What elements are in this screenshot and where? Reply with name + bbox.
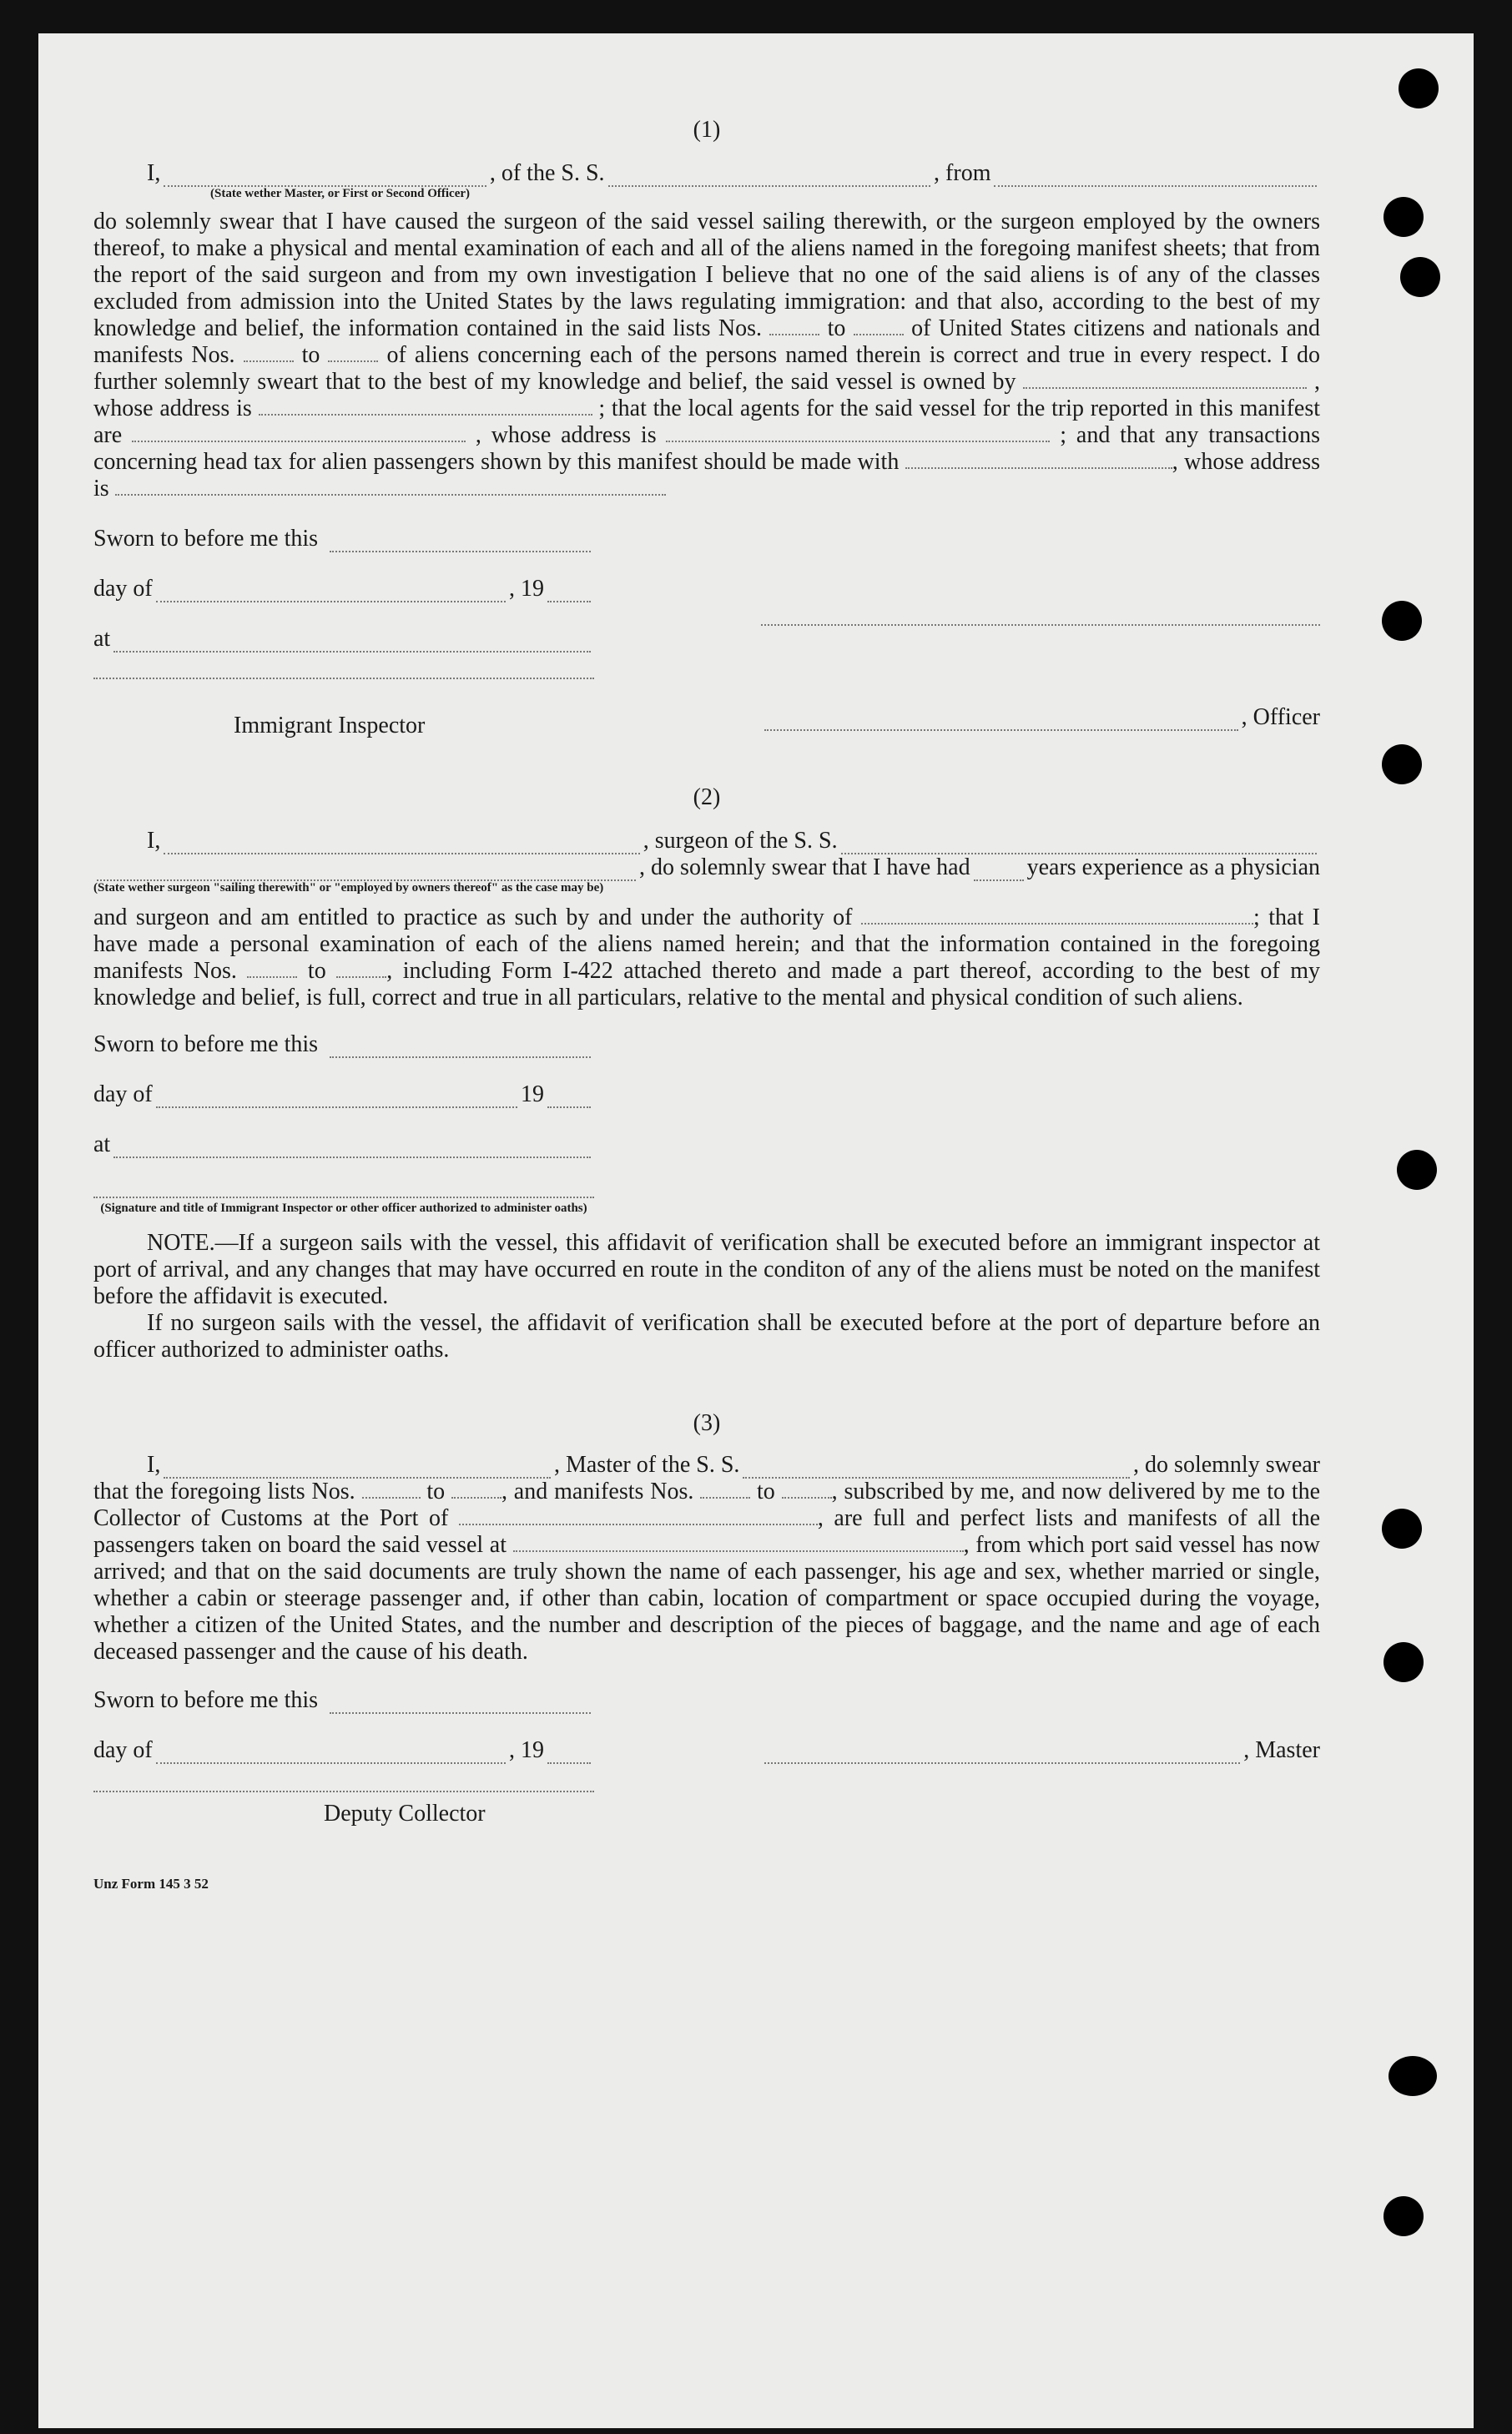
year-label: , 19: [509, 1737, 544, 1763]
immigrant-inspector-label: Immigrant Inspector: [234, 713, 426, 738]
address-label: , whose address is: [475, 422, 657, 448]
lists-text: that the foregoing lists Nos.: [93, 1479, 355, 1504]
authority-text: and surgeon and am entitled to practice as such by and under the authority of: [93, 905, 853, 930]
sworn-day-field[interactable]: [330, 1036, 591, 1058]
label-from: , from: [934, 160, 991, 186]
sworn-day-field[interactable]: [330, 1692, 591, 1714]
at-label: at: [93, 1131, 111, 1157]
label-of-ss: , of the S. S.: [489, 160, 605, 186]
section-2-number: (2): [693, 784, 721, 810]
master-vessel-field[interactable]: [743, 1457, 1130, 1479]
master-label: , Master: [1243, 1737, 1320, 1763]
section-1-body: do solemnly swear that I have caused the surgeon of the said vessel sailing therewith, or the surgeon employed by the owners thereof, to make a physical and mental examination of each and all of the aliens named in the foregoing manifest sheets; that from the report of the said surgeon and from my own investigation I believe that no one of the said aliens is of any of the classes excluded from admission into the United States by the laws regulating immigration: and that also, according to the best of my knowledge and belief, the information contained in the said lists Nos. to of United States citizens and nationals and manifests Nos. to of aliens concerning each of the persons named therein is correct and true in every respect. I do further solemnly sweart that to the best of my knowledge and belief, the said vessel is owned by , whose address is ; that the local agents for the said vessel for the trip reported in this manifest are , whose address is ; and that any transactions concerning head tax for alien passengers shown by this manifest should be made with , whose address is: [93, 209, 1321, 501]
address-label: , whose address is: [93, 369, 1321, 421]
note-no-surgeon: If no surgeon sails with the vessel, the affidavit of verification shall be executed before at the port of departure before an officer authorized to administer oaths.: [93, 1310, 1320, 1363]
manifests-from-field[interactable]: [700, 1479, 750, 1499]
inspector-signature-line[interactable]: [93, 678, 594, 679]
manifest-to-field[interactable]: [336, 958, 386, 978]
years-field[interactable]: [974, 859, 1024, 881]
label-i: I,: [147, 828, 161, 854]
label-to: to: [426, 1479, 446, 1504]
label-to: to: [757, 1479, 775, 1504]
binder-hole: [1397, 1150, 1437, 1190]
aliens-text: of aliens concerning each of the persons named therein is correct and true in every respect. I do further solemnly sweart that to the best of my knowledge and belief, the said vessel is owned by: [93, 342, 1321, 395]
binder-hole: [1389, 2056, 1437, 2096]
year-field[interactable]: [547, 1086, 591, 1108]
full-text: , are full and perfect lists and: [817, 1505, 1117, 1531]
passenger-details-text: which port said vessel has now arrived; and that on the said documents are truly shown the name of each passenger, his age and sex, whether married or single, whether a cabin or steerage passenger and, if other than cabin, location of compartment or space occupied during the voyage, whether a citizen of the United States, and the number and description of the pieces of baggage, and the name and age of each deceased passenger and the cause of his death.: [93, 1532, 1321, 1665]
form-content: [93, 117, 1320, 1897]
section-3-number: (3): [693, 1410, 721, 1436]
agents-address-field[interactable]: [666, 422, 1050, 442]
label-to: to: [307, 958, 326, 984]
place-field[interactable]: [113, 1136, 591, 1158]
signature-line[interactable]: [93, 1197, 594, 1198]
label-i: I,: [147, 1452, 161, 1478]
surgeon-vessel-field[interactable]: [841, 833, 1317, 854]
deputy-collector-label: Deputy Collector: [324, 1801, 486, 1827]
surgeon-note: (State wether surgeon "sailing therewith" or "employed by owners thereof" as the case may be): [93, 881, 604, 894]
swear-label: , do solemnly swear: [1133, 1452, 1321, 1478]
month-field[interactable]: [156, 581, 506, 602]
label-i: I,: [147, 160, 161, 186]
address-label: whose address is: [93, 449, 1321, 501]
year-label: 19: [521, 1081, 544, 1107]
vessel-name-field[interactable]: [608, 165, 931, 187]
manifests-to-field[interactable]: [782, 1479, 832, 1499]
master-name-field[interactable]: [164, 1457, 551, 1479]
at-label: at: [93, 626, 111, 652]
day-of-label: day of: [93, 1081, 153, 1107]
binder-hole: [1383, 2196, 1424, 2236]
swear-label: , do solemnly swear that I have had: [639, 854, 970, 880]
manifests-to-field[interactable]: [328, 342, 378, 362]
signature-line[interactable]: [761, 624, 1320, 626]
binder-hole: [1382, 601, 1422, 641]
from-port-field[interactable]: [994, 165, 1317, 187]
binder-hole: [1400, 257, 1440, 297]
sworn-day-field[interactable]: [330, 531, 591, 552]
head-tax-party-field[interactable]: [905, 449, 1172, 469]
signature-note: (Signature and title of Immigrant Inspector or other officer authorized to administer oaths): [100, 1202, 587, 1215]
lists-from-field[interactable]: [769, 315, 819, 335]
collector-signature-line[interactable]: [93, 1791, 594, 1792]
label-to: to: [301, 342, 320, 368]
surgeon-name-field[interactable]: [164, 833, 639, 854]
surgeon-label: , surgeon of the S. S.: [643, 828, 838, 854]
head-tax-address-field[interactable]: [115, 476, 666, 496]
rank-note: (State wether Master, or First or Second Officer): [210, 187, 471, 200]
binder-hole: [1399, 68, 1439, 108]
master-signature-field[interactable]: [764, 1742, 1240, 1764]
manifest-from-field[interactable]: [247, 958, 297, 978]
examination-text: that I have made a personal examination of each of the aliens named herein; and that the information contained in the foregoing manifests Nos.: [93, 905, 1321, 984]
manifests-label: , and manifests Nos.: [501, 1479, 694, 1504]
label-from: , from: [963, 1532, 1021, 1558]
section-3-body: [93, 1479, 1320, 1666]
sworn-label: Sworn to before me this: [93, 1031, 319, 1057]
manifests-text: manifests of all the passengers taken on board the said vessel at: [93, 1505, 1321, 1558]
agents-field[interactable]: [132, 422, 466, 442]
day-of-label: day of: [93, 1737, 153, 1763]
master-of-label: , Master of the S. S.: [553, 1452, 740, 1478]
boarding-port-field[interactable]: [513, 1532, 964, 1552]
month-field[interactable]: [156, 1086, 517, 1108]
officer-label: , Officer: [1241, 704, 1320, 730]
binder-hole: [1383, 197, 1424, 237]
collector-text: by me to the Collector of Customs at the Port of: [93, 1479, 1321, 1531]
port-field[interactable]: [459, 1505, 818, 1525]
manifests-from-field[interactable]: [244, 342, 294, 362]
body-text: do solemnly swear that I have caused the surgeon of the said vessel sailing therewith, or the surgeon employed by the owners thereof, to make a physical and mental examination of each and all of the aliens named in the foregoing manifest sheets; that from the report of the said surgeon and from my own investigation I believe that no one of the said aliens is of any of the classes excluded from admission into the United States by the laws regulating immigration: and that also, according to the best of my knowledge and belief, the information contained in the said lists Nos.: [93, 209, 1320, 341]
subscribed-text: , subscribed by me, and now delivered: [831, 1479, 1196, 1504]
section-1-number: (1): [693, 117, 721, 143]
form-number: Unz Form 145 3 52: [93, 1876, 209, 1892]
binder-hole: [1382, 744, 1422, 784]
citizens-text: of United States citizens and nationals and manifests Nos.: [93, 315, 1321, 368]
binder-hole: [1383, 1642, 1424, 1682]
lists-to-field[interactable]: [451, 1479, 501, 1499]
officer-signature-field[interactable]: [764, 709, 1238, 731]
year-field[interactable]: [547, 581, 591, 602]
surgeon-status-field[interactable]: [97, 859, 636, 881]
year-label: , 19: [509, 576, 544, 602]
local-agents-text: ; that the local agents for the said vessel for the trip reported in this manifest are: [93, 396, 1320, 448]
owner-field[interactable]: [1023, 369, 1307, 389]
sworn-label: Sworn to before me this: [93, 526, 319, 552]
section-2-body: and surgeon and am entitled to practice as such by and under the authority of ; that I have made a personal examination of each of the aliens named herein; and that the information contained in the foregoing manifests Nos. to , including Form I-422 attached thereto and made a part thereof, according to the best of my knowledge and belief, is full, correct and true in all particulars, relative to the mental and physical condition of such aliens.: [93, 905, 1321, 1010]
year-field[interactable]: [547, 1742, 591, 1764]
note-surgeon-sails: NOTE.—If a surgeon sails with the vessel, this affidavit of verification shall be executed before an immigrant inspector at port of arrival, and any changes that may have occurred en route in the conditon of any of the aliens must be noted on the manifest before the affidavit is executed.: [93, 1230, 1320, 1309]
lists-from-field[interactable]: [362, 1479, 421, 1499]
label-to: to: [827, 315, 846, 341]
day-of-label: day of: [93, 576, 153, 602]
sworn-label: Sworn to before me this: [93, 1687, 319, 1713]
place-field[interactable]: [113, 631, 591, 653]
owner-address-field[interactable]: [259, 396, 592, 416]
officer-rank-field[interactable]: [164, 165, 486, 187]
lists-to-field[interactable]: [854, 315, 904, 335]
condition-text: , including Form I-422 attached thereto and made a part thereof, according to the best of my knowledge and belief, is full, correct and true in all particulars, relative to the mental and physical condition of such aliens.: [93, 958, 1321, 1010]
head-tax-text: ; and that any transactions concerning head tax for alien passengers shown by this manifest should be made with: [93, 422, 1321, 475]
month-field[interactable]: [156, 1742, 506, 1764]
years-label: years experience as a physician: [1026, 854, 1320, 880]
authority-field[interactable]: [861, 905, 1253, 925]
binder-hole: [1382, 1509, 1422, 1549]
